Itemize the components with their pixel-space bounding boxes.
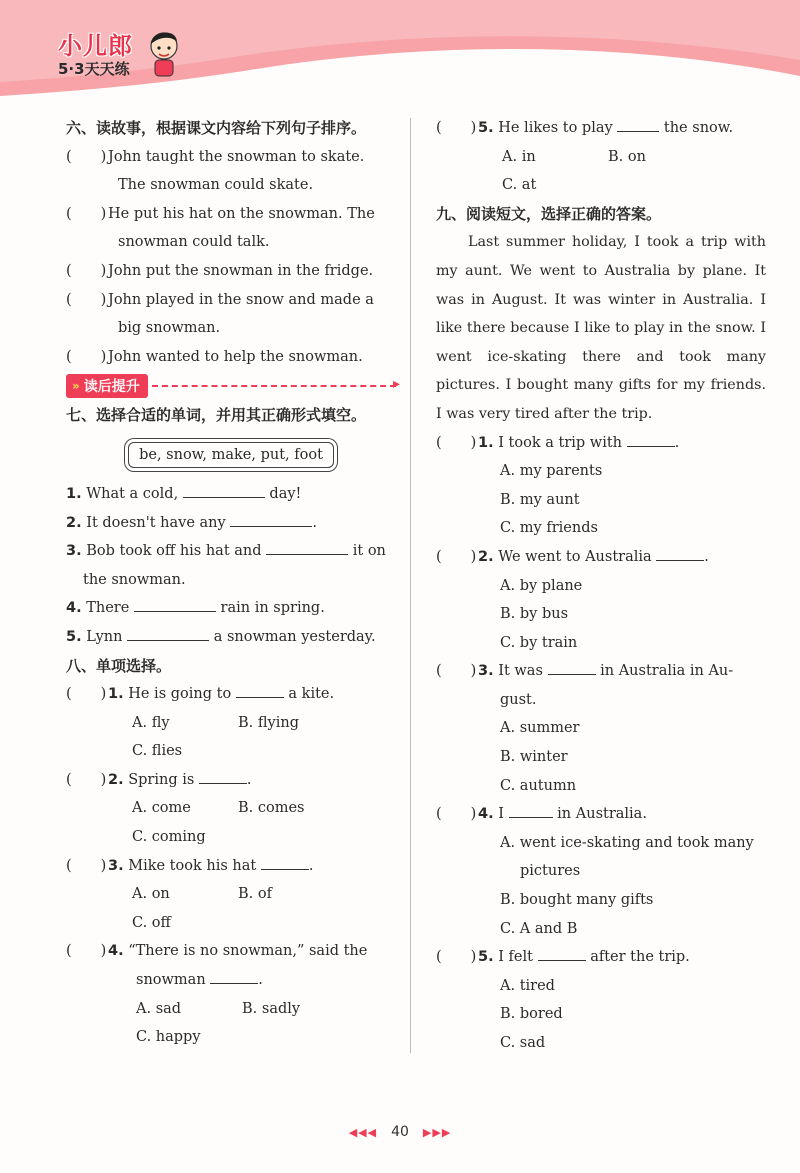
option-b[interactable]: B. comes (238, 800, 305, 817)
item-number: 5. (66, 628, 82, 645)
word-box: be, snow, make, put, foot (128, 442, 334, 468)
sort-item-1 (66, 143, 396, 172)
fill-item-3-cont: the snowman. (83, 571, 186, 588)
item-number: 3. (108, 857, 124, 874)
option-a[interactable]: A. by plane (500, 577, 583, 594)
item-number: 4. (108, 943, 124, 960)
sort-item-text: John put the snowman in the fridge. (108, 262, 374, 279)
mc-question-4-cont (66, 966, 396, 995)
option-a[interactable]: A. sad (136, 1000, 182, 1017)
option-a[interactable]: A. tired (500, 977, 555, 994)
option-a-cont: pictures (520, 863, 581, 880)
sort-item-1-cont: The snowman could skate. (118, 177, 314, 194)
sort-item-text: John taught the snowman to skate. (108, 148, 365, 165)
item-text: it on (352, 543, 386, 560)
fill-blank[interactable] (266, 538, 348, 555)
item-text: He likes to play (498, 120, 613, 136)
item-text: What a cold, (86, 485, 179, 502)
answer-paren[interactable]: ( ) (66, 943, 107, 960)
fill-blank[interactable] (261, 853, 309, 870)
option-b[interactable]: B. my aunt (500, 491, 580, 508)
item-number: 2. (108, 771, 124, 788)
fill-blank[interactable] (183, 481, 265, 498)
option-c[interactable]: C. autumn (500, 777, 577, 794)
fill-item-4 (66, 594, 396, 623)
item-number: 5. (478, 120, 494, 136)
item-text: after the trip. (590, 949, 690, 966)
left-column (66, 114, 396, 1052)
answer-paren[interactable]: ( ) (436, 120, 477, 136)
item-text: in Australia in Au- (600, 663, 734, 680)
option-a[interactable]: A. fly (132, 714, 170, 731)
item-text: . (246, 771, 252, 788)
brand-logo (58, 26, 188, 96)
item-text: snowman (136, 972, 206, 989)
page-number: 40 (391, 1124, 409, 1140)
section-6-title: 六、读故事，根据课文内容给下列句子排序。 (66, 119, 367, 137)
item-number: 2. (66, 514, 82, 531)
option-b[interactable]: B. winter (500, 749, 568, 766)
option-b[interactable]: B. by bus (500, 606, 569, 623)
item-number: 4. (66, 600, 82, 617)
sort-item-text: John played in the snow and made a (108, 291, 374, 308)
fill-blank[interactable] (509, 801, 553, 818)
item-text: It doesn't have any (86, 514, 226, 531)
badge-label: 读后提升 (83, 379, 140, 396)
option-c[interactable]: C. A and B (500, 920, 578, 937)
item-text: the snow. (663, 120, 734, 136)
fill-blank[interactable] (236, 681, 284, 698)
fill-item-1 (66, 480, 396, 509)
option-c[interactable]: C. happy (136, 1029, 201, 1046)
item-text: a snowman yesterday. (213, 628, 376, 645)
option-b[interactable]: B. bought many gifts (500, 892, 654, 909)
answer-paren[interactable]: ( ) (66, 148, 107, 165)
sort-item-2-cont: snowman could talk. (118, 234, 270, 251)
sort-item-4 (66, 286, 396, 315)
item-number: 4. (478, 806, 494, 823)
mc-options-1 (66, 709, 396, 738)
dashed-arrow-line (152, 385, 396, 387)
item-text: a kite. (288, 686, 335, 703)
brand-subtitle: 5·3天天练 (58, 60, 130, 78)
item-text: . (312, 514, 317, 531)
mc-options-2 (66, 794, 396, 823)
item-text: rain in spring. (220, 600, 325, 617)
item-text: Bob took off his hat and (86, 543, 262, 560)
option-a[interactable]: A. my parents (500, 463, 603, 480)
item-number: 1. (66, 485, 82, 502)
mc-options-3 (66, 880, 396, 909)
option-b[interactable]: B. of (238, 886, 272, 903)
answer-paren[interactable]: ( ) (436, 949, 477, 966)
mc-question-2 (66, 766, 396, 795)
answer-paren[interactable]: ( ) (436, 434, 477, 451)
option-a[interactable]: A. on (132, 886, 170, 903)
reading-passage (436, 228, 766, 428)
answer-paren[interactable]: ( ) (66, 771, 107, 788)
double-chevron-icon: » (72, 379, 80, 394)
reading-question-3-cont: gust. (500, 691, 537, 708)
fill-blank[interactable] (134, 595, 216, 612)
reading-question-1 (436, 429, 766, 458)
reading-question-5 (436, 943, 766, 972)
item-text: I took a trip with (498, 434, 622, 451)
triple-left-arrow-icon: ◀◀◀ (348, 1126, 378, 1139)
reading-question-4 (436, 800, 766, 829)
item-text: “There is no snowman,” said the (128, 943, 368, 960)
answer-paren[interactable]: ( ) (66, 348, 107, 365)
item-text: I felt (498, 949, 533, 966)
sort-item-2 (66, 200, 396, 229)
sort-item-text: John wanted to help the snowman. (108, 348, 363, 365)
option-c[interactable]: C. coming (132, 829, 206, 846)
fill-blank[interactable] (538, 944, 586, 961)
item-text: . (704, 548, 709, 565)
right-column (436, 114, 766, 1058)
item-number: 1. (478, 434, 494, 451)
answer-paren[interactable]: ( ) (66, 291, 107, 308)
option-b[interactable]: B. bored (500, 1006, 563, 1023)
item-number: 3. (478, 663, 494, 680)
brand-title: 小儿郎 (58, 32, 133, 60)
mc-options-5 (436, 143, 766, 172)
item-number: 1. (108, 686, 124, 703)
item-text: He is going to (128, 686, 232, 703)
option-a[interactable]: A. come (132, 800, 191, 817)
word-box-wrap (66, 430, 396, 480)
sort-item-text: He put his hat on the snowman. The (108, 205, 375, 222)
fill-blank[interactable] (127, 624, 209, 641)
sort-item-5 (66, 343, 396, 372)
passage-text: Last summer holiday, I took a trip with my aunt. We went to Australia by plane. It was in August. It was winter in Australia. I like there because I like to play in the snow. I went ice-skating there and took many pictures. I bought many gifts for my friends. I was very tired after the trip. (436, 234, 766, 422)
section-7-title: 七、选择合适的单词，并用其正确形式填空。 (66, 406, 367, 425)
mc-question-1 (66, 680, 396, 709)
mc-question-4 (66, 937, 396, 966)
option-a[interactable]: A. went ice-skating and took many (500, 834, 754, 851)
option-c[interactable]: C. sad (500, 1035, 546, 1051)
section-8-title: 八、单项选择。 (66, 656, 172, 675)
answer-paren[interactable]: ( ) (436, 806, 477, 823)
option-a[interactable]: A. in (502, 148, 536, 165)
item-text: in Australia. (557, 806, 647, 823)
answer-paren[interactable]: ( ) (66, 857, 107, 874)
item-text: day! (269, 485, 302, 502)
item-text: Spring is (128, 771, 195, 788)
reading-question-3 (436, 657, 766, 686)
option-b[interactable]: B. on (608, 148, 646, 165)
answer-paren[interactable]: ( ) (66, 686, 107, 703)
triple-right-arrow-icon: ▶▶▶ (422, 1126, 452, 1139)
item-text: It was (498, 663, 543, 680)
fill-item-3 (66, 537, 396, 566)
fill-item-2 (66, 509, 396, 538)
option-b[interactable]: B. flying (238, 714, 299, 731)
answer-paren[interactable]: ( ) (66, 262, 107, 279)
answer-paren[interactable]: ( ) (436, 548, 477, 565)
option-b[interactable]: B. sadly (242, 1000, 301, 1017)
option-c[interactable]: C. off (132, 914, 171, 931)
item-number: 3. (66, 543, 82, 560)
sort-item-3 (66, 257, 396, 286)
section-9-title: 九、阅读短文，选择正确的答案。 (436, 204, 662, 223)
read-after-banner (66, 371, 396, 401)
item-text: We went to Australia (498, 548, 652, 565)
item-number: 2. (478, 548, 494, 565)
option-a[interactable]: A. summer (500, 720, 580, 737)
fill-blank[interactable] (230, 510, 312, 527)
fill-blank[interactable] (199, 767, 247, 784)
section-badge (66, 374, 148, 398)
item-text: . (308, 857, 314, 874)
item-text: Mike took his hat (128, 857, 257, 874)
item-text: Lynn (86, 628, 123, 645)
option-c[interactable]: C. at (502, 177, 537, 194)
answer-paren[interactable]: ( ) (66, 205, 107, 222)
item-text: . (674, 434, 680, 451)
mc-question-5 (436, 114, 766, 143)
item-text: I (498, 806, 504, 823)
item-text: . (258, 972, 263, 989)
option-c[interactable]: C. by train (500, 634, 578, 651)
reading-question-2 (436, 543, 766, 572)
item-number: 5. (478, 949, 494, 966)
mascot-boy-icon (146, 26, 182, 78)
answer-paren[interactable]: ( ) (436, 663, 477, 680)
option-c[interactable]: C. flies (132, 743, 183, 760)
mc-question-3 (66, 852, 396, 881)
fill-blank[interactable] (210, 967, 258, 984)
fill-blank[interactable] (548, 658, 596, 675)
fill-item-5 (66, 623, 396, 652)
mc-options-4 (66, 995, 396, 1024)
fill-blank[interactable] (617, 115, 659, 132)
page-footer (0, 1124, 800, 1140)
fill-blank[interactable] (656, 544, 704, 561)
fill-blank[interactable] (627, 430, 675, 447)
option-c[interactable]: C. my friends (500, 520, 598, 537)
sort-item-4-cont: big snowman. (118, 320, 221, 337)
item-text: There (86, 600, 130, 617)
column-divider (410, 118, 411, 1053)
